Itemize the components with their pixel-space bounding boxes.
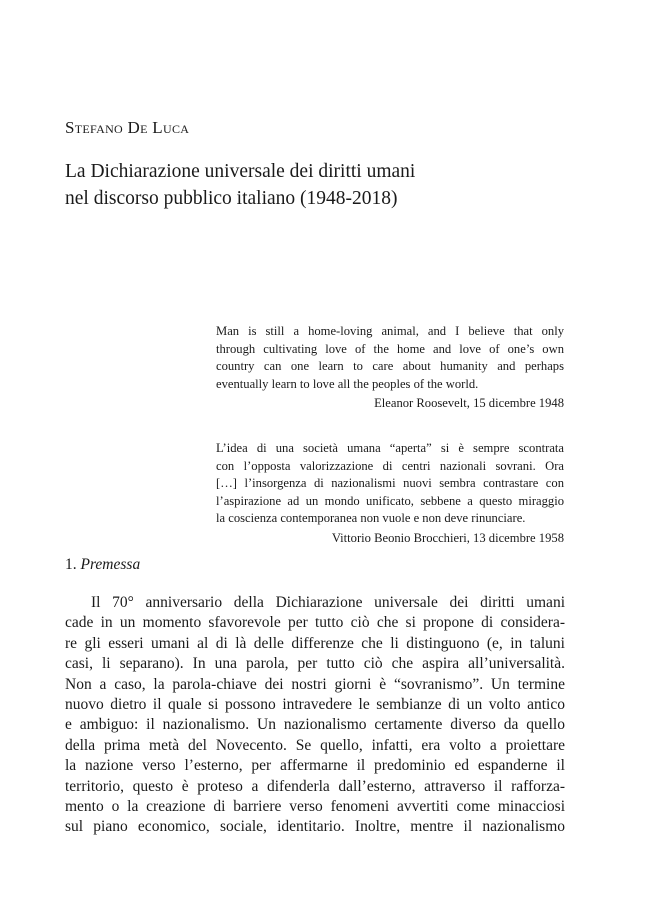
epigraph-line: L’idea di una società umana “aperta” si è sempre scontrata [216,441,564,455]
title-line: La Dichiarazione universale dei diritti umani [65,161,416,182]
body-line: e ambiguo: il nazionalismo. Un nazionalismo certamente diverso da quello [65,716,565,734]
epigraph-attribution: Vittorio Beonio Brocchieri, 13 dicembre 1958 [331,530,564,545]
epigraph-attribution: Eleanor Roosevelt, 15 dicembre 1948 [374,396,564,411]
epigraph-line: through cultivating love of the home and love of one’s own [216,341,564,356]
title-line: nel discorso pubblico italiano (1948-2018) [65,188,398,209]
section-name: Premessa [80,556,141,573]
body-line: cade in un momento sfavorevole per tutto ciò che si propone di considera- [65,614,565,632]
body-line: la nazione verso l’esterno, per affermarne il predominio ed espanderne il [65,757,565,775]
epigraph-line: con l’opposta valorizzazione di centri nazionali sovrani. Ora [216,458,564,473]
body-line: della prima metà del Novecento. Se quello, infatti, era volto a proiettare [65,736,565,754]
epigraph-line: […] l’insorgenza di nazionalismi nuovi sembra contrastare con [216,476,564,491]
section-heading [65,556,140,574]
author-name: Stefano De Luca [65,118,190,137]
epigraph-line: la coscienza contemporanea non vuole e non deve rinunciare. [216,511,526,526]
body-line: casi, li separano). In una parola, per tutto ciò che aspira all’universalità. [65,655,565,673]
body-paragraph [65,593,565,838]
section-number: 1. [65,556,77,573]
body-line: territorio, questo è proteso a difenderla dall’esterno, attraverso il rafforza- [65,777,565,795]
body-line: Non a caso, la parola-chiave dei nostri giorni è “sovranismo”. Un termine [65,675,565,693]
epigraph-line: eventually learn to love all the peoples of the world. [216,376,479,391]
body-line: sul piano economico, sociale, identitario. Inoltre, mentre il nazionalismo [65,818,565,836]
body-line: Il 70° anniversario della Dichiarazione universale dei diritti umani [91,594,565,611]
epigraph-brocchieri [216,440,564,548]
epigraph-line: country can one learn to care about humanity and perhaps [216,359,564,374]
epigraph-line: Man is still a home-loving animal, and I believe that only [216,324,564,338]
body-line: nuovo dietro il quale si possono intravedere le sembianze di un volto antico [65,696,565,714]
article-title [65,158,585,212]
epigraph-roosevelt [216,323,564,413]
body-line: mento o la creazione di barriere verso fenomeni avvertiti come minacciosi [65,798,565,816]
body-line: re gli esseri umani al di là delle differenze che li distinguono (e, in taluni [65,634,565,652]
epigraph-line: l’aspirazione ad un mondo unificato, sebbene a questo miraggio [216,493,564,508]
